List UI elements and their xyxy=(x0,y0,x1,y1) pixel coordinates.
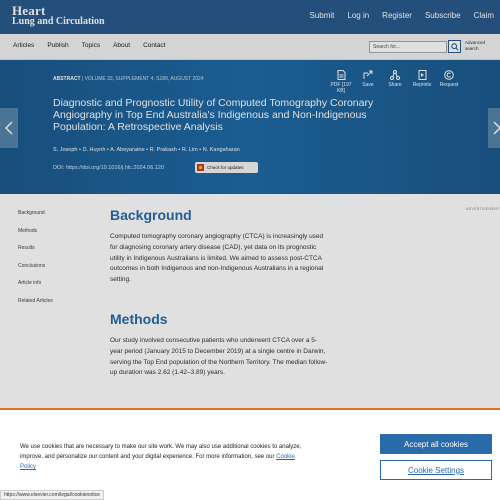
register-link[interactable]: Register xyxy=(382,11,412,20)
accept-cookies-button[interactable]: Accept all cookies xyxy=(380,434,492,454)
outline-item-background[interactable]: Background xyxy=(18,210,45,216)
article-title: Diagnostic and Prognostic Utility of Computed Tomography Coronary Angiography in Top End Australia's Indigenous and Non-Indigenous Population: A Retrospective Analysis xyxy=(53,97,374,133)
background-heading: Background xyxy=(110,207,192,223)
methods-heading: Methods xyxy=(110,311,168,327)
cookie-settings-button[interactable]: Cookie Settings xyxy=(380,460,492,480)
methods-text: Our study involved consecutive patients who underwent CTCA over a 5-year period (January 2015 to December 2019) at a single centre in Darwin, serving the Top End population of the Northern Territory. The median follow-up duration was 2.62 (1.42–3.89) years. xyxy=(110,337,328,377)
status-bar-url: https://www.elsevier.com/legal/cookienotice xyxy=(0,490,104,500)
author[interactable]: A. Abeyaratne xyxy=(110,147,145,153)
outline-item-methods[interactable]: Methods xyxy=(18,227,38,234)
outline-item-related-articles[interactable]: Related Articles xyxy=(18,297,53,304)
login-link[interactable]: Log in xyxy=(347,11,370,20)
doi-label: DOI: xyxy=(53,165,65,171)
background-text: Computed tomography coronary angiography (CTCA) is increasingly used for diagnosing coronary artery disease (CAD), yet data on its prognostic utility in Indigenous Australians is limited. We aimed to assess post-CTCA outcomes in both Indigenous and non-Indigenous Australians in a regional setting. xyxy=(110,233,324,284)
subscribe-link[interactable]: Subscribe xyxy=(424,11,461,20)
logo-line1: Heart xyxy=(12,3,46,18)
claim-link[interactable]: Claim xyxy=(473,11,494,20)
author[interactable]: R. Lim xyxy=(181,147,198,153)
author-list: S. Joseph • D. Huynh • A. Abeyaratne • R. Prakash • R. Lim • N. Kangaharan xyxy=(53,147,240,153)
advertisement-label: ADVERTISEMENT xyxy=(466,207,500,211)
logo-line2: Lung and Circulation xyxy=(12,16,105,27)
reprints-label: Reprints xyxy=(412,82,432,88)
author[interactable]: D. Huynh xyxy=(82,147,106,153)
nav-articles[interactable]: Articles xyxy=(13,42,35,49)
cookie-text: We use cookies that are necessary to make our site work. We may also use additional cookies to analyze, improve, and personalize our content and your digital experience. For more information, see our xyxy=(20,444,302,460)
author[interactable]: R. Prakash xyxy=(149,147,177,153)
outline-item-conclusions[interactable]: Conclusions xyxy=(18,262,46,269)
nav-contact[interactable]: Contact xyxy=(143,42,166,49)
doi-link[interactable]: https://doi.org/10.1016/j.hlc.2024.06.120 xyxy=(65,165,165,171)
author[interactable]: S. Joseph xyxy=(53,147,78,153)
cookie-policy-link[interactable]: Cookie Policy xyxy=(20,454,295,470)
share-label: Share xyxy=(388,82,402,88)
cookie-banner xyxy=(0,408,500,500)
advanced-search-link[interactable]: Advanced search xyxy=(465,40,486,51)
article-meta: ABSTRACT | VOLUME 33, SUPPLEMENT 4, S180, AUGUST 2024 xyxy=(53,76,204,82)
pdf-label: PDF [197 KB] xyxy=(330,82,352,94)
nav-publish[interactable]: Publish xyxy=(47,42,69,49)
request-label: Request xyxy=(439,82,459,88)
article-volume: VOLUME 33, SUPPLEMENT 4, S180, AUGUST 2024 xyxy=(84,76,204,82)
submit-link[interactable]: Submit xyxy=(309,11,335,20)
save-label: Save xyxy=(362,82,374,88)
search-input[interactable]: Search for... xyxy=(369,41,447,53)
outline-item-article-info[interactable]: Article info xyxy=(18,280,42,287)
author[interactable]: N. Kangaharan xyxy=(202,147,240,153)
nav-about[interactable]: About xyxy=(113,42,131,49)
nav-topics[interactable]: Topics xyxy=(81,42,101,49)
outline-item-results[interactable]: Results xyxy=(18,245,35,252)
check-updates-label: Check for updates xyxy=(207,165,244,170)
article-type: ABSTRACT xyxy=(53,76,81,82)
cookie-message xyxy=(20,442,310,472)
